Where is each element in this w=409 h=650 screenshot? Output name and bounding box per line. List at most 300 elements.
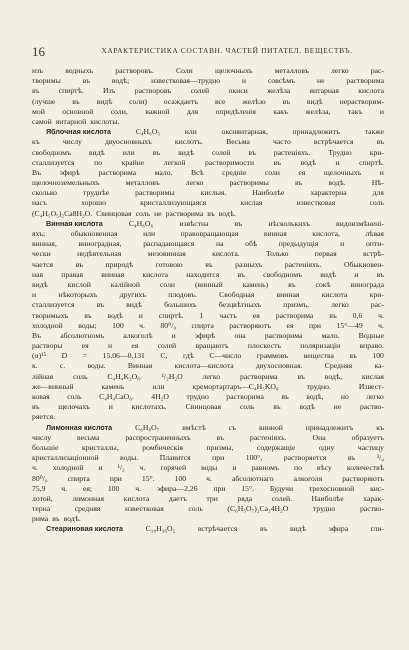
word: ¹/₂ (117, 463, 125, 473)
text-line (32, 463, 384, 473)
word: или (184, 127, 197, 137)
word: видѣ (178, 147, 194, 157)
word: 100°, (245, 453, 263, 463)
word: щелочныхъ (323, 167, 362, 177)
word: щелочахъ (58, 402, 90, 412)
word: ная (32, 269, 44, 279)
word: Наиболѣе (252, 188, 285, 198)
text-line (32, 168, 384, 178)
word: 15°. (241, 483, 254, 493)
word: ея; (82, 483, 92, 493)
word: винная, (32, 239, 57, 249)
word: большихъ (164, 300, 197, 310)
word: правая (61, 269, 84, 279)
word: она (234, 330, 246, 340)
word: опредѣленія (215, 106, 256, 116)
text-line (32, 392, 384, 402)
word: растворовъ. (115, 66, 154, 75)
word: распространенныхъ (125, 432, 191, 442)
word: въ (207, 208, 215, 218)
word: Соли (175, 66, 193, 75)
word: 15°. (141, 473, 155, 483)
word: кристаллизующаяся (140, 198, 207, 208)
word: окиси (228, 86, 248, 96)
word: въ (376, 269, 384, 279)
word: ея (252, 310, 260, 320)
word: янтарной (55, 116, 87, 126)
word: Свободная (219, 290, 255, 300)
word: калійной (110, 279, 141, 289)
word: находится (186, 269, 220, 279)
word: Всѣ (190, 167, 204, 177)
word: распадающаяся (143, 239, 195, 249)
word: ч. (139, 320, 145, 330)
text-line (32, 148, 384, 158)
word: въ (205, 259, 213, 269)
word: легко (366, 392, 384, 401)
word: металловъ (274, 66, 309, 75)
word: въ (52, 514, 60, 524)
word: и (108, 402, 113, 412)
word: въ (288, 279, 296, 289)
word: и (379, 167, 384, 177)
word: металловъ (125, 178, 160, 188)
word: въ (75, 259, 84, 269)
word: средніе (222, 167, 247, 177)
text-line (32, 321, 384, 331)
word: кремортартаръ—C₄H₅KO₆ (192, 381, 279, 391)
word: кислая (361, 371, 384, 381)
text-line (32, 514, 384, 524)
word: встрѣ- (362, 249, 384, 259)
word: растеніяхъ. (249, 432, 287, 442)
word: холодной (52, 463, 84, 473)
word: видѣ (320, 269, 337, 279)
word: желѣза, (305, 106, 331, 116)
word: частицу (357, 442, 384, 452)
text-line (32, 453, 384, 463)
word: рас- (370, 66, 384, 75)
word: растворимы (135, 188, 175, 198)
word: 0,6 (352, 310, 363, 320)
word: и (107, 341, 113, 351)
word: числу (32, 432, 52, 442)
word: на (215, 239, 224, 249)
word: соль (67, 392, 82, 401)
word: растворяютъ (229, 320, 272, 330)
word: опти- (365, 239, 384, 249)
text-line (32, 382, 384, 392)
text-line (32, 97, 384, 107)
word: растворима (98, 167, 137, 177)
word: кислоты. (90, 116, 120, 126)
word: растворяютъ (342, 473, 384, 483)
word: растворимы (229, 178, 269, 188)
word: сколько (32, 188, 58, 198)
word: вмѣстѣ (182, 422, 206, 432)
page-header (32, 44, 384, 60)
word: сокѣ (315, 279, 331, 289)
word: характерна (310, 188, 347, 198)
word: готовою (155, 259, 183, 269)
word: встрѣчается (313, 137, 354, 147)
word: не (333, 402, 342, 412)
word: Только (266, 249, 289, 259)
word: принадлежитъ (292, 127, 340, 137)
word: C₄H₄K₂O₆. (107, 371, 142, 381)
text-line (32, 351, 384, 361)
word: соли) (129, 96, 147, 106)
word: важной (145, 106, 170, 116)
word: (C₄H₅O₅)₂Ca8H₂O. (32, 208, 93, 218)
word: свободномъ (263, 269, 303, 279)
word: вещества (303, 351, 334, 361)
running-title: ХАРАКТЕРИСТИКА СОСТАВН. ЧАСТЕЙ ПИТАТЕЛ. ВЕЩЕСТВЪ. (101, 46, 353, 55)
word: кислота (142, 269, 169, 279)
word: природѣ (105, 259, 134, 269)
word: трудно. (306, 381, 331, 391)
word: и (335, 157, 340, 167)
word: ка- (374, 361, 384, 371)
word: соль (188, 504, 203, 514)
word: C—число (209, 351, 242, 361)
word: средняя (74, 504, 101, 514)
word: въ (216, 432, 224, 442)
word: легко (330, 66, 349, 75)
word: кристаллы, (81, 442, 119, 452)
word: Свинцовая (96, 208, 132, 218)
text-line (32, 484, 384, 494)
word: нѣсколькихъ (268, 218, 310, 228)
word: призмы, (206, 442, 234, 452)
text-line (32, 229, 384, 239)
word: граммовъ (256, 351, 289, 361)
word: лѣвая (365, 229, 384, 238)
word: ч. (139, 463, 146, 473)
word: лійная (32, 371, 54, 381)
word: ея (81, 341, 89, 351)
word: но (340, 392, 349, 401)
word: для (372, 188, 384, 198)
word: вращаютъ (195, 341, 229, 351)
word: видѣ (126, 300, 142, 310)
word: 4H₂O (151, 392, 169, 401)
word: къ (32, 137, 40, 147)
word: абсолютнаго (231, 473, 274, 483)
word: эфира—2,26 (156, 483, 198, 493)
text-line (32, 524, 384, 534)
word: Винная (127, 361, 153, 371)
word: Будучи (269, 483, 294, 493)
word: правовращающая (180, 229, 239, 238)
word: 1 (199, 310, 204, 320)
word: поляризаціи (300, 341, 341, 351)
word: нерастворим- (339, 96, 384, 106)
text-line (32, 137, 384, 147)
text-line (32, 504, 384, 514)
word: Наиболѣе (311, 493, 344, 503)
word: въ (152, 147, 161, 157)
text-line (32, 209, 384, 219)
word: эфирѣ (194, 330, 216, 340)
word: C, (160, 351, 168, 361)
word: желѣзо (242, 96, 266, 106)
word: 80⁰/₀ (32, 473, 48, 483)
word: водныхъ (65, 66, 94, 75)
word: горячей (160, 463, 187, 473)
word: кислота, (312, 229, 340, 238)
word: мой (32, 106, 45, 116)
word: не (316, 76, 325, 86)
section-term: Винная кислота (46, 218, 103, 228)
word: нѣкоторыхъ (58, 290, 98, 300)
word: трехосновной (308, 483, 355, 493)
word: Свинцовая (185, 402, 222, 412)
word: соль (135, 208, 151, 218)
word: кри- (369, 290, 384, 300)
word: какъ (273, 106, 289, 116)
word: призмъ, (283, 300, 309, 310)
text-line (32, 341, 384, 351)
word: плодовъ. (168, 290, 197, 300)
text-line (32, 198, 384, 208)
word: камень) (242, 279, 269, 289)
word: для (186, 106, 199, 116)
word: въ (237, 269, 245, 279)
word: водѣ. (328, 178, 346, 188)
word: по (94, 157, 103, 167)
word: видѣ (32, 279, 48, 289)
word: также (364, 127, 384, 137)
word: водѣ. (218, 208, 236, 218)
word: воды (201, 463, 218, 473)
word: видѣ (88, 147, 105, 157)
word: кристаллизаціонной (32, 453, 99, 463)
word: или (143, 229, 156, 238)
word: основной (62, 106, 94, 116)
text-line (32, 331, 384, 341)
word: рима (32, 514, 49, 524)
word: свободномъ (32, 147, 71, 157)
text-line (32, 423, 384, 433)
word: вправо. (359, 341, 384, 351)
text-line (32, 270, 384, 280)
word: въ (32, 402, 40, 412)
word: въ (282, 96, 291, 106)
word: при (212, 453, 225, 463)
word: кислая (240, 198, 263, 208)
word: 15°—49 (336, 320, 363, 330)
word: раство- (359, 504, 384, 514)
word: кислотахъ. (131, 402, 167, 412)
word: трудно (186, 392, 209, 401)
word: даетъ (168, 493, 187, 503)
word: и (379, 106, 384, 116)
word: растворима (346, 76, 384, 86)
word: Водные (358, 330, 384, 340)
word: виноградная, (78, 239, 122, 249)
word: труднѣе (83, 188, 110, 198)
word: по (293, 463, 302, 473)
word: винная (101, 269, 125, 279)
word: мало. (321, 330, 340, 340)
word: обыкновенная (70, 229, 118, 238)
word: насъ (32, 198, 47, 208)
word: содержащіе (256, 442, 296, 452)
word: водѣ, (306, 392, 324, 401)
word: Изъ (102, 86, 116, 96)
word: к. (32, 361, 38, 371)
word: абсолютномъ (60, 330, 105, 340)
word: творимыхъ (32, 310, 69, 320)
word: гдѣ (182, 351, 194, 361)
word: соли (264, 167, 280, 177)
word: первая (314, 249, 337, 259)
word: легкой (163, 157, 186, 167)
word: винная (276, 290, 300, 300)
word: водѣ, (324, 371, 342, 381)
text-line (32, 260, 384, 270)
text-line (32, 239, 384, 249)
word: или (152, 381, 165, 391)
word: Въ (32, 167, 42, 177)
text-line (32, 107, 384, 117)
word: равномъ (251, 463, 279, 473)
word: спирта (191, 320, 214, 330)
word: винная (263, 229, 287, 238)
word: воды. (87, 361, 106, 371)
word: сталлизуется (32, 157, 75, 167)
word: числу (62, 137, 82, 147)
word: въ (281, 392, 289, 401)
text-line (32, 280, 384, 290)
word: въ (260, 524, 268, 534)
word: ея (131, 341, 139, 351)
word: лотой, (32, 493, 53, 503)
word: при (109, 473, 122, 483)
word: соль (239, 402, 255, 412)
word: воды. (120, 453, 139, 463)
word: желѣза (267, 86, 291, 96)
word: ковая (32, 392, 50, 401)
word: ч. (61, 483, 68, 493)
word: въ (84, 310, 92, 320)
text-line (32, 361, 384, 371)
word: не (154, 208, 162, 218)
word: винограда (350, 279, 384, 289)
body-text (32, 66, 384, 535)
word: яхъ; (32, 229, 46, 238)
word: ряется. (32, 412, 56, 422)
word: 80⁰/₀ (160, 320, 177, 330)
text-line (32, 158, 384, 168)
word: (винный (194, 279, 223, 289)
word: 100 (372, 351, 384, 361)
word: харак- (363, 493, 384, 503)
word: въ (72, 96, 80, 106)
word: Средняя (324, 361, 353, 371)
word: ³/₄ (376, 453, 384, 463)
word: алкоголя (293, 473, 323, 483)
word: C₄H₄CaO₆. (99, 392, 134, 401)
word: кислыя. (200, 188, 227, 198)
word: часть (219, 310, 237, 320)
word: кис- (370, 483, 384, 493)
word: D (61, 351, 68, 361)
word: въ (32, 86, 40, 96)
word: предыдущія (278, 239, 319, 249)
word: растворима (264, 330, 303, 340)
word: Въ (32, 330, 42, 340)
word: количествѣ (346, 463, 384, 473)
word: гли- (370, 524, 384, 534)
word: растворовъ (134, 86, 172, 96)
word: рас- (370, 300, 384, 310)
text-line (32, 290, 384, 300)
text-line (32, 178, 384, 188)
text-line (32, 86, 384, 96)
word: C₁₈H₃₆O₂ (145, 524, 176, 534)
word: вѣсу (316, 463, 332, 473)
word: 15,06—0,131 (102, 351, 145, 361)
word: растворима (275, 310, 314, 320)
word: совсѣмъ (267, 76, 296, 86)
word: водѣ; (111, 76, 130, 86)
word: C₄H₆O₅ (135, 127, 161, 137)
word: такъ (347, 106, 363, 116)
word: чается (32, 259, 54, 269)
word: крайне (121, 157, 145, 167)
word: = (82, 351, 88, 361)
word: встрѣчается (197, 524, 238, 534)
word: ¹/₂H₂O (161, 371, 183, 381)
word: легко (331, 300, 349, 310)
word: обѣ (245, 239, 258, 249)
text-line (32, 249, 384, 259)
text-line (32, 311, 384, 321)
word: кислой (67, 279, 91, 289)
word: Она (312, 432, 326, 442)
word: разныхъ (235, 259, 263, 269)
word: ея (298, 167, 306, 177)
word: растеніяхъ. (284, 259, 322, 269)
word: спиртѣ. (359, 157, 384, 167)
word: спирта (67, 473, 90, 483)
word: солей. (271, 493, 293, 503)
word: другихъ (119, 290, 146, 300)
word: Плавится (159, 453, 191, 463)
word: 100 (174, 473, 187, 483)
word: холодной (32, 320, 63, 330)
word: видѣ (96, 96, 113, 106)
word: извѣстна (179, 218, 209, 228)
word: Трудно (328, 147, 352, 157)
word: соль (73, 371, 88, 381)
word: и (138, 310, 143, 320)
word: и (232, 463, 237, 473)
word: ч. (378, 320, 384, 330)
word: 100 (107, 483, 120, 493)
word: въ (273, 157, 282, 167)
word: ея (286, 320, 294, 330)
word: при (308, 320, 322, 330)
text-line (32, 474, 384, 484)
word: хорошо (81, 198, 106, 208)
text-line (32, 127, 384, 137)
section-term: Стеариновая кислота (46, 524, 123, 534)
word: легко (185, 178, 204, 188)
text-line (32, 117, 384, 127)
